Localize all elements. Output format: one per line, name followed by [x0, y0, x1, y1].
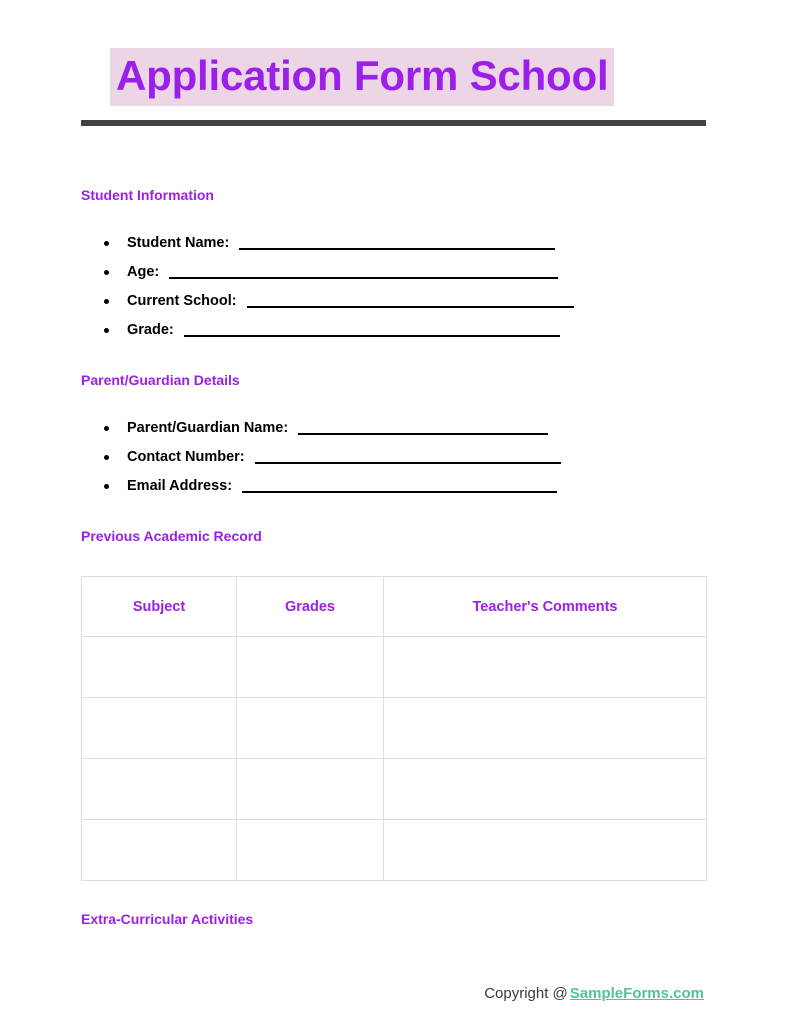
column-header-grades: Grades	[237, 577, 384, 637]
title-divider	[81, 120, 706, 126]
table-cell-grades[interactable]	[237, 820, 384, 881]
table-cell-grades[interactable]	[237, 637, 384, 698]
section-heading-parent-guardian-details: Parent/Guardian Details	[81, 372, 240, 388]
table-cell-comments[interactable]	[384, 759, 707, 820]
bullet-icon	[104, 241, 109, 246]
section-heading-student-information: Student Information	[81, 187, 214, 203]
table-cell-subject[interactable]	[82, 698, 237, 759]
fill-in-line-age[interactable]	[169, 277, 558, 279]
bullet-icon	[104, 328, 109, 333]
list-item	[100, 287, 574, 316]
table-cell-subject[interactable]	[82, 820, 237, 881]
sampleforms-link[interactable]: SampleForms.com	[569, 985, 704, 1002]
field-label-student-name: Student Name:	[127, 235, 230, 251]
field-label-grade: Grade:	[127, 322, 174, 338]
table-cell-comments[interactable]	[384, 820, 707, 881]
table-row	[82, 637, 707, 698]
fill-in-line-student-name[interactable]	[239, 248, 555, 250]
table-row	[82, 759, 707, 820]
fill-in-line-contact-number[interactable]	[255, 462, 561, 464]
table-cell-comments[interactable]	[384, 637, 707, 698]
field-label-current-school: Current School:	[127, 293, 237, 309]
list-item	[100, 258, 574, 287]
student-information-field-list	[100, 229, 574, 345]
bullet-icon	[104, 455, 109, 460]
bullet-icon	[104, 426, 109, 431]
academic-record-table	[81, 576, 707, 881]
bullet-icon	[104, 484, 109, 489]
table-cell-subject[interactable]	[82, 637, 237, 698]
fill-in-line-grade[interactable]	[184, 335, 560, 337]
copyright-text: Copyright @	[484, 985, 568, 1002]
page-title: Application Form School	[110, 48, 614, 106]
table-row	[82, 698, 707, 759]
field-label-age: Age:	[127, 264, 160, 280]
column-header-subject: Subject	[82, 577, 237, 637]
footer	[484, 984, 704, 1004]
fill-in-line-parent-guardian-name[interactable]	[298, 433, 548, 435]
list-item	[100, 414, 561, 443]
fill-in-line-current-school[interactable]	[247, 306, 574, 308]
table-header-row	[82, 577, 707, 637]
list-item	[100, 316, 574, 345]
list-item	[100, 229, 574, 258]
table-cell-grades[interactable]	[237, 698, 384, 759]
list-item	[100, 443, 561, 472]
section-heading-extra-curricular-activities: Extra-Curricular Activities	[81, 911, 254, 927]
table-cell-comments[interactable]	[384, 698, 707, 759]
parent-guardian-field-list	[100, 414, 561, 501]
field-label-email-address: Email Address:	[127, 478, 233, 494]
list-item	[100, 472, 561, 501]
section-heading-previous-academic-record: Previous Academic Record	[81, 528, 262, 544]
field-label-parent-guardian-name: Parent/Guardian Name:	[127, 420, 289, 436]
table-cell-grades[interactable]	[237, 759, 384, 820]
bullet-icon	[104, 299, 109, 304]
table-cell-subject[interactable]	[82, 759, 237, 820]
table-body	[82, 637, 707, 881]
column-header-teachers-comments: Teacher's Comments	[384, 577, 707, 637]
field-label-contact-number: Contact Number:	[127, 449, 245, 465]
document-header	[81, 48, 706, 106]
bullet-icon	[104, 270, 109, 275]
fill-in-line-email-address[interactable]	[242, 491, 557, 493]
table-header	[82, 577, 707, 637]
table-row	[82, 820, 707, 881]
